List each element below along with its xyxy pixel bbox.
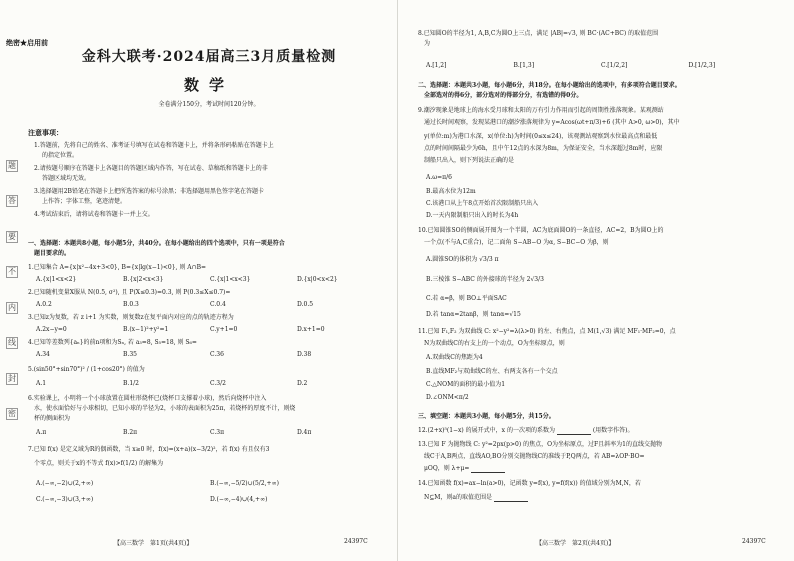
answer-blank[interactable] <box>471 467 505 473</box>
page-footer-label: 【高三数学 第1页(共4页)】 <box>114 540 193 547</box>
note-line: 1.答题前，先将自己的姓名、准考证号填写在试卷和答题卡上，并将条形码粘贴在答题卡上 <box>34 142 274 149</box>
section-2-heading: 全部选对的得6分，部分选对的得部分分，有选错的得0分。 <box>424 92 583 99</box>
option: D.x+1=0 <box>297 326 325 333</box>
question-7: 7.已知 f(x) 是定义域为R的偶函数，当 x≥0 时，f(x)=(x+a)(x−3/2)²，若 f(x) 有且仅有3 <box>28 446 270 453</box>
options-7 <box>36 480 384 487</box>
option: A.34 <box>36 351 50 358</box>
gutter-char: 题 <box>8 161 16 170</box>
question-2: 2.已知随机变量X服从 N(0.5, σ²), 且 P(X≤0.3)=0.3, 则 P(0.3≤X≤0.7)= <box>28 289 231 296</box>
option: B.1/2 <box>123 380 139 387</box>
option: B.(−∞,−5/2)∪(5/2,+∞) <box>210 480 279 487</box>
question-10: 一个点(不与A,C重合)，记二面角 S−AB−O 为α, S−BC−O 为β，则 <box>424 239 609 246</box>
options-3 <box>36 326 384 333</box>
question-14: 14.已知函数 f(x)=ax−ln(a>0)，记函数 y=f(x), y=f(f(x)) 的值域分别为M,N，若 <box>418 480 641 487</box>
option: C.{x|1<x<3} <box>210 276 251 283</box>
option: C.y+1=0 <box>210 326 238 333</box>
question-text: (用数字作答)。 <box>592 427 634 434</box>
options-8 <box>426 62 776 69</box>
note-line: 3.选择题用2B铅笔在答题卡上把所选答案的标号涂黑；非选择题用黑色签字笔在答题卡 <box>34 188 264 195</box>
options-6 <box>36 429 384 436</box>
answer-blank[interactable] <box>494 496 528 502</box>
option: C.36 <box>210 351 224 358</box>
option: C.△NOM的面积的最小值为1 <box>426 381 506 388</box>
question-13: 线C于A,B两点，直线AO,BO分别交抛物线C的准线于P,Q两点，若 AB=λOP·BO= <box>424 453 645 460</box>
section-2-heading: 二、选择题：本题共3小题，每小题6分，共18分。在每小题给出的选项中，有多项符合题目要求。 <box>418 82 681 89</box>
question-text: N⊆M，则a的取值范围是 <box>424 494 492 501</box>
question-text: μOQ，则 λ+μ= <box>424 465 470 472</box>
option: C.0.4 <box>210 301 226 308</box>
note-line: 的指定位置。 <box>42 152 79 159</box>
question-9: 9.潮汐现象是地球上的海水受月球和太阳的万有引力作用而引起的周期性涨落现象。某观测站 <box>418 107 664 114</box>
option: D.2 <box>297 380 308 387</box>
question-9: y(单位:m)为港口水深，x(单位:h)为时间(0≤x≤24)，该观测站观察到水位最高点和最低 <box>424 133 658 140</box>
exam-title: 金科大联考·2024届高三3月质量检测 <box>81 49 337 65</box>
option: C.[1/2,2] <box>601 62 628 69</box>
question-8: 8.已知圆O的半径为1, A,B,C为圆O上三点，满足 |AB|=√3, 则 BC·(AC+BC) 的取值范围 <box>418 30 659 37</box>
question-text: 12.(2+x)⁵(1−x) 的展开式中，x 的一次项的系数为 <box>418 427 555 434</box>
option: D.∠ONM<π/2 <box>426 394 469 401</box>
gutter-char: 答 <box>8 196 16 206</box>
question-9: 点的时间间隔最少为6h，且中午12点的水深为8m，为保证安全，当水深超过8m时，应限 <box>424 145 663 152</box>
question-9: 制船只出入，则下列说法正确的是 <box>424 157 515 164</box>
option: D.{x|0<x<2} <box>297 276 338 283</box>
gutter-char: 内 <box>8 302 16 312</box>
gutter-char: 线 <box>8 338 16 348</box>
option: A.(−∞,−2)∪(2,+∞) <box>36 480 94 487</box>
question-13 <box>424 465 505 473</box>
note-line: 答题区域均无效。 <box>42 175 91 182</box>
options-4 <box>36 351 384 358</box>
page-footer-code: 24397C <box>344 538 368 545</box>
option: A.0.2 <box>36 301 52 308</box>
question-3: 3.已知z为复数，若 z i+1 为实数，则复数z在复平面内对应的点的轨迹方程为 <box>28 314 234 321</box>
option: C.3π <box>210 429 225 436</box>
note-line: 4.考试结束后，请将试卷和答题卡一并上交。 <box>34 211 154 218</box>
option: C.该港口从上午8点开始首次限制船只出入 <box>426 200 539 207</box>
option: B.(x−1)²+y²=1 <box>123 326 169 333</box>
option: D.4π <box>297 429 312 436</box>
option: B.{x|2<x<3} <box>123 276 164 283</box>
question-13: 13.已知 F 为抛物线 C: y²=2px(p>0) 的焦点，O为坐标原点，过F且斜率为1的直线交抛物 <box>418 441 662 448</box>
option: A.双曲线C的焦距为4 <box>426 354 483 361</box>
option: B.2π <box>123 429 138 436</box>
gutter-char: 封 <box>8 373 16 383</box>
question-6: 水，使水面恰好与小球相切，已知小球的半径为2，小球的表面积为25π，若烧杯的厚度不计，则烧 <box>34 405 296 412</box>
question-7: 个零点，则关于x的不等式 f(x)>f(1/2) 的解集为 <box>34 460 164 467</box>
option: A.π <box>36 429 47 436</box>
option: B.35 <box>123 351 137 358</box>
option: A.[1,2] <box>426 62 447 69</box>
option: D.38 <box>297 351 312 358</box>
binding-gutter <box>0 160 24 420</box>
option: C.(−∞,−3)∪(3,+∞) <box>36 496 94 503</box>
options-1 <box>36 276 384 283</box>
options-2 <box>36 301 384 308</box>
gutter-char: 密 <box>8 408 16 418</box>
question-6: 杯的侧面积为 <box>34 415 71 422</box>
option: B.最高水位为12m <box>426 188 476 195</box>
section-1-heading: 一、选择题：本题共8小题，每小题5分，共40分。在每小题给出的四个选项中，只有一项是符合 <box>28 240 285 247</box>
page-footer-code: 24397C <box>742 538 766 545</box>
page-footer-label: 【高三数学 第2页(共4页)】 <box>536 540 615 547</box>
question-10: 10.已知圆锥SO的侧面展开图为一个半圆，AC为底面圆O的一条直径，AC=2，B为圆O上的 <box>418 227 664 234</box>
option: C.3/2 <box>210 380 226 387</box>
page-2 <box>398 0 794 561</box>
notes-heading: 注意事项： <box>28 128 63 137</box>
question-8: 为 <box>424 40 431 47</box>
option: D.一天内限制船只出入的时长为4h <box>426 212 519 219</box>
option: A.2x−y=0 <box>36 326 67 333</box>
option: C.若 α=β，则 BO⊥平面SAC <box>426 295 507 302</box>
gutter-char: 不 <box>8 267 16 277</box>
secret-mark: 绝密★启用前 <box>6 38 48 47</box>
question-9: 通过长时间观察，发现某港口的潮汐涨落规律为 y=Acos(ωt+π/3)+6 (其中 A>0, ω>0)，其中 <box>424 119 680 126</box>
note-line: 2.请按题号顺序在答题卡上各题目的答题区域内作答，写在试卷、草稿纸和答题卡上的非 <box>34 165 268 172</box>
option: A.{x|1<x<2} <box>36 276 77 283</box>
question-11: 11.已知 F₁,F₂ 为双曲线 C: x²−y²=λ(λ>0) 的左、右焦点，点 M(1,√3) 满足 MF₁·MF₂=0，点 <box>418 328 676 335</box>
option: B.0.3 <box>123 301 139 308</box>
option: B.三棱锥 S−ABC 的外接球的半径为 2√3/3 <box>426 276 544 283</box>
question-4: 4.已知等差数列{aₙ}的前n项和为Sₙ, 若 a₃=8, S₅=18, 则 S₆= <box>28 339 197 346</box>
option: B.直线MF₂与双曲线C的左、右两支各有一个交点 <box>426 368 558 375</box>
question-11: N为双曲线C的右支上的一个动点，O为坐标原点，则 <box>424 340 565 347</box>
option: D.0.5 <box>297 301 314 308</box>
question-14 <box>424 494 528 502</box>
exam-info: 全卷满分150分，考试时间120分钟。 <box>158 101 260 108</box>
question-6: 6.实验课上，小明将一个小球放置在圆柱形烧杯已(烧杯口支撑着小球)，然后向烧杯中注入 <box>28 395 267 402</box>
option: D.(−∞,−4)∪(4,+∞) <box>210 496 268 503</box>
gutter-char: 要 <box>8 231 16 241</box>
question-1: 1.已知集合 A={x|x²−4x+3<0}, B={x|lg(x−1)<0}, 则 A∩B= <box>28 264 207 271</box>
question-12 <box>418 427 634 435</box>
answer-blank[interactable] <box>557 429 591 435</box>
option: A.ω=π/6 <box>426 174 452 181</box>
section-1-heading: 题目要求的。 <box>34 250 71 257</box>
note-line: 上作答；字体工整，笔迹清楚。 <box>42 198 127 205</box>
subject-title: 数学 <box>183 76 234 94</box>
options-7 <box>36 496 384 503</box>
option: A.圆锥SO的体积为 √3/3 π <box>426 256 499 263</box>
options-5 <box>36 380 384 387</box>
option: A.1 <box>36 380 47 387</box>
option: D.[1/2,3] <box>688 62 716 69</box>
option: B.[1,3] <box>513 62 535 69</box>
question-5: 5.(sin50°+sin70°)² / (1+cos20°) 的值为 <box>28 366 145 373</box>
section-3-heading: 三、填空题：本题共3小题，每小题5分，共15分。 <box>418 413 555 420</box>
option: D.若 tanα=2tanβ，则 tanα=√15 <box>426 311 521 318</box>
